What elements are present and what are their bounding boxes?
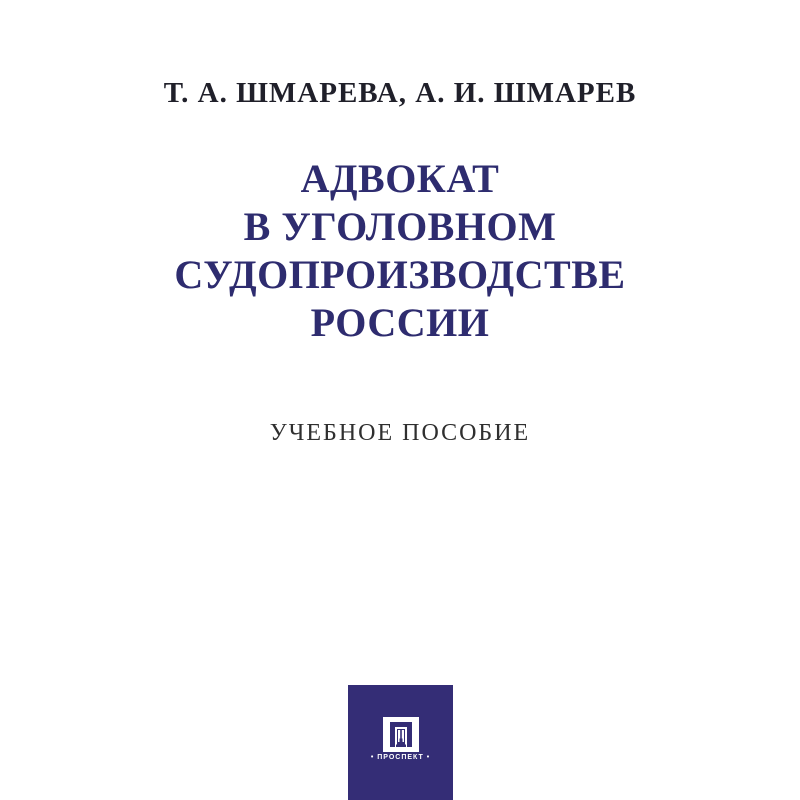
title-line: СУДОПРОИЗВОДСТВЕ [174,252,626,297]
prospekt-gate-icon [383,717,419,752]
publisher-name: • ПРОСПЕКТ • [370,754,431,761]
title-line: РОССИИ [310,300,490,345]
title-line: АДВОКАТ [300,156,500,201]
book-title [0,155,800,347]
author-line: Т. А. ШМАРЕВА, А. И. ШМАРЕВ [163,77,637,109]
title-line: В УГОЛОВНОМ [243,204,557,249]
subtitle: УЧЕБНОЕ ПОСОБИЕ [269,420,531,446]
publisher-logo [348,685,453,800]
